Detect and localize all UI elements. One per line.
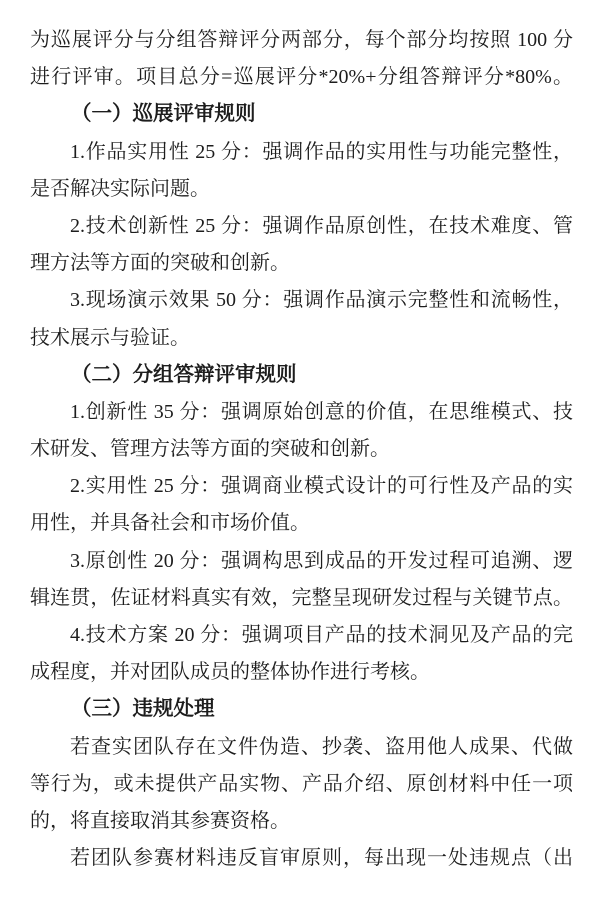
text-line: 理方法等方面的突破和创新。	[30, 252, 290, 275]
text-line: 1.创新性 35 分：强调原始创意的价值，在思维模式、技	[70, 400, 573, 423]
text-line: 若查实团队存在文件伪造、抄袭、盗用他人成果、代做	[70, 735, 573, 758]
text-line: 2.实用性 25 分：强调商业模式设计的可行性及产品的实	[70, 475, 573, 498]
section-heading: （二）分组答辩评审规则	[71, 363, 297, 386]
text-line: 是否解决实际问题。	[30, 177, 210, 200]
text-line: 术研发、管理方法等方面的突破和创新。	[30, 438, 390, 461]
text-line: 若团队参赛材料违反盲审原则，每出现一处违规点（出	[70, 847, 573, 870]
text-line: 成程度，并对团队成员的整体协作进行考核。	[30, 661, 430, 684]
text-content	[30, 22, 573, 877]
text-line: 3.现场演示效果 50 分：强调作品演示完整性和流畅性，	[70, 289, 573, 312]
text-line: 4.技术方案 20 分：强调项目产品的技术洞见及产品的完	[70, 624, 573, 646]
text-line: 技术展示与验证。	[30, 326, 190, 349]
text-line: 等行为，或未提供产品实物、产品介绍、原创材料中任一项	[30, 772, 573, 795]
text-line: 3.原创性 20 分：强调构思到成品的开发过程可追溯、逻	[70, 549, 573, 572]
text-line: 为巡展评分与分组答辩评分两部分，每个部分均按照 100 分	[30, 29, 573, 51]
text-line: 2.技术创新性 25 分：强调作品原创性，在技术难度、管	[70, 214, 573, 237]
text-line: 进行评审。项目总分=巡展评分*20%+分组答辩评分*80%。	[30, 66, 573, 89]
section-heading: （三）违规处理	[71, 698, 215, 721]
text-line: 1.作品实用性 25 分：强调作品的实用性与功能完整性，	[70, 140, 573, 163]
section-heading: （一）巡展评审规则	[71, 103, 256, 126]
text-line: 的，将直接取消其参赛资格。	[30, 809, 290, 832]
text-line: 辑连贯，佐证材料真实有效，完整呈现研发过程与关键节点。	[30, 586, 573, 609]
text-line: 用性，并具备社会和市场价值。	[30, 512, 310, 535]
